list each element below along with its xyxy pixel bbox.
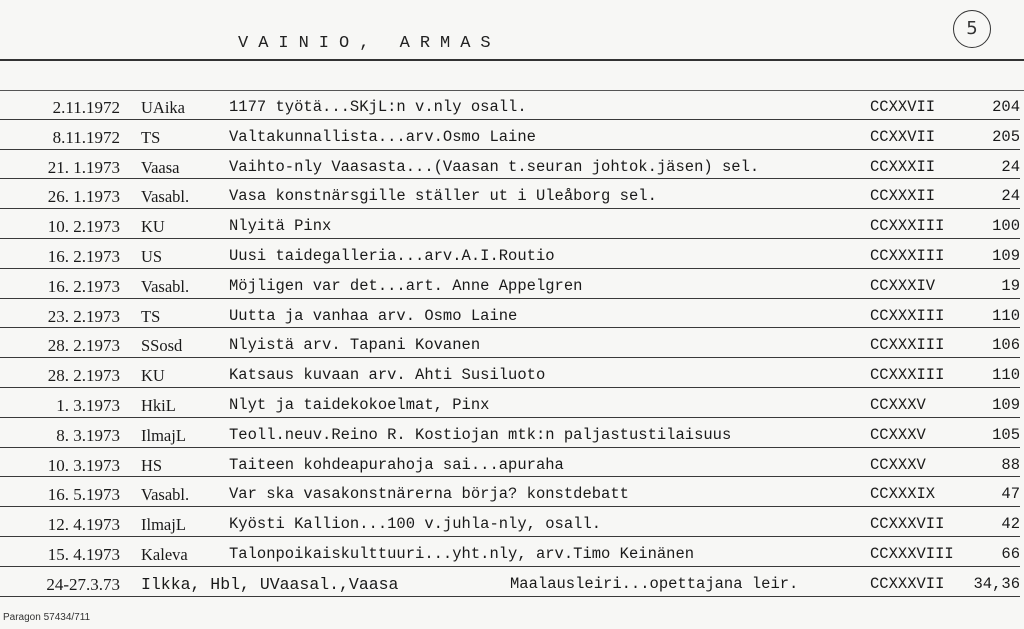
- entry-page: 105: [992, 425, 1020, 444]
- row-underline: [0, 178, 1020, 179]
- entry-volume: CCXXXIII: [870, 246, 945, 265]
- entry-page: 110: [992, 366, 1020, 385]
- entry-list: [0, 94, 1024, 601]
- entry-source: Vasabl.: [141, 485, 190, 505]
- entry-row: [0, 332, 1024, 362]
- entry-row: [0, 124, 1024, 154]
- row-underline: [0, 596, 1020, 597]
- entry-row: [0, 273, 1024, 303]
- entry-volume: CCXXXII: [870, 187, 936, 206]
- row-underline: [0, 566, 1020, 567]
- entry-description: Vaihto-nly Vaasasta...(Vaasan t.seuran johtok.jäsen) sel.: [229, 157, 760, 176]
- entry-source: TS: [141, 127, 161, 147]
- entry-page: 24: [1001, 157, 1020, 176]
- entry-volume: CCXXXIII: [870, 336, 945, 355]
- entry-description: Valtakunnallista...arv.Osmo Laine: [229, 127, 536, 146]
- entry-date: 21. 1.1973: [47, 157, 120, 177]
- row-underline: [0, 208, 1020, 209]
- row-underline: [0, 327, 1020, 328]
- entry-volume: CCXXXVIII: [870, 544, 954, 563]
- entry-description: Uusi taidegalleria...arv.A.I.Routio: [229, 246, 555, 265]
- row-underline: [0, 476, 1020, 477]
- entry-volume: CCXXXII: [870, 157, 936, 176]
- row-underline: [0, 417, 1020, 418]
- entry-volume: CCXXXIV: [870, 276, 936, 295]
- entry-description: Katsaus kuvaan arv. Ahti Susiluoto: [229, 366, 546, 385]
- row-underline: [0, 357, 1020, 358]
- entry-source: Kaleva: [141, 544, 188, 564]
- entry-volume: CCXXXIX: [870, 485, 936, 504]
- entry-description: Uutta ja vanhaa arv. Osmo Laine: [229, 306, 518, 325]
- entry-row: [0, 362, 1024, 392]
- entry-date: 16. 2.1973: [47, 276, 120, 296]
- entry-description: Nlyistä arv. Tapani Kovanen: [229, 336, 481, 355]
- entry-source: Vasabl.: [141, 276, 190, 296]
- entry-source: HS: [141, 455, 163, 475]
- entry-source: TS: [141, 306, 161, 326]
- entry-page: 109: [992, 246, 1020, 265]
- entry-date: 8.11.1972: [52, 127, 120, 147]
- entry-row: [0, 303, 1024, 333]
- entry-volume: CCXXVII: [870, 127, 936, 146]
- entry-page: 109: [992, 395, 1020, 414]
- entry-description: Kyösti Kallion...100 v.juhla-nly, osall.: [229, 515, 602, 534]
- entry-page: 19: [1001, 276, 1020, 295]
- entry-page: 34,36: [973, 574, 1020, 593]
- entry-date: 12. 4.1973: [47, 515, 120, 535]
- entry-date: 10. 3.1973: [47, 455, 120, 475]
- entry-description: Talonpoikaiskulttuuri...yht.nly, arv.Timo Keinänen: [229, 544, 695, 563]
- row-underline: [0, 238, 1020, 239]
- entry-date: 16. 5.1973: [47, 485, 120, 505]
- entry-row: [0, 541, 1024, 571]
- entry-source: HkiL: [141, 395, 176, 415]
- entry-date: 28. 2.1973: [47, 336, 120, 356]
- entry-source: Vasabl.: [141, 187, 190, 207]
- entry-volume: CCXXXVII: [870, 515, 945, 534]
- entry-source: Vaasa: [141, 157, 180, 177]
- entry-volume: CCXXXV: [870, 395, 926, 414]
- entry-row: [0, 213, 1024, 243]
- entry-description: Nlyitä Pinx: [229, 217, 332, 236]
- entry-volume: CCXXVII: [870, 98, 936, 116]
- entry-row: [0, 452, 1024, 482]
- entry-row: [0, 243, 1024, 273]
- entry-source: UAika: [141, 98, 185, 117]
- entry-volume: CCXXXIII: [870, 366, 945, 385]
- entry-volume: CCXXXIII: [870, 217, 945, 236]
- entry-volume: CCXXXIII: [870, 306, 945, 325]
- entry-row: [0, 422, 1024, 452]
- entry-description: Maalausleiri...opettajana leir.: [510, 574, 799, 593]
- entry-page: 66: [1001, 544, 1020, 563]
- entry-page: 47: [1001, 485, 1020, 504]
- entry-source: IlmajL: [141, 515, 186, 535]
- header-rule-secondary: [0, 90, 1024, 91]
- entry-volume: CCXXXVII: [870, 574, 945, 593]
- entry-description: Nlyt ja taidekokoelmat, Pinx: [229, 395, 490, 414]
- card-imprint: Paragon 57434/711: [3, 612, 91, 623]
- entry-row: [0, 481, 1024, 511]
- entry-page: 110: [992, 306, 1020, 325]
- entry-date: 2.11.1972: [52, 98, 120, 117]
- entry-date: 26. 1.1973: [47, 187, 120, 207]
- entry-page: 100: [992, 217, 1020, 236]
- entry-date: 23. 2.1973: [47, 306, 120, 326]
- entry-volume: CCXXXV: [870, 455, 926, 474]
- entry-description: Vasa konstnärsgille ställer ut i Uleåborg sel.: [229, 187, 657, 206]
- header-rule: [0, 59, 1024, 61]
- entry-date: 1. 3.1973: [56, 395, 120, 415]
- card-title: VAINIO, ARMAS: [238, 34, 501, 53]
- entry-row: [0, 183, 1024, 213]
- row-underline: [0, 387, 1020, 388]
- entry-row: [0, 511, 1024, 541]
- entry-page: 205: [992, 127, 1020, 146]
- entry-description: 1177 työtä...SKjL:n v.nly osall.: [229, 98, 527, 116]
- entry-source: KU: [141, 217, 165, 237]
- row-underline: [0, 268, 1020, 269]
- entry-source: KU: [141, 366, 165, 386]
- entry-date: 28. 2.1973: [47, 366, 120, 386]
- entry-page: 24: [1001, 187, 1020, 206]
- entry-row: [0, 154, 1024, 184]
- entry-page: 42: [1001, 515, 1020, 534]
- entry-description: Möjligen var det...art. Anne Appelgren: [229, 276, 583, 295]
- entry-source: Ilkka, Hbl, UVaasal.,Vaasa: [141, 574, 399, 594]
- entry-row: [0, 392, 1024, 422]
- entry-volume: CCXXXV: [870, 425, 926, 444]
- row-underline: [0, 447, 1020, 448]
- entry-source: IlmajL: [141, 425, 186, 445]
- entry-source: SSosd: [141, 336, 183, 356]
- entry-date: 8. 3.1973: [56, 425, 120, 445]
- entry-page: 106: [992, 336, 1020, 355]
- entry-description: Var ska vasakonstnärerna börja? konstdebatt: [229, 485, 629, 504]
- row-underline: [0, 298, 1020, 299]
- entry-date: 24-27.3.73: [46, 574, 120, 594]
- entry-date: 10. 2.1973: [47, 217, 120, 237]
- entry-page: 204: [992, 98, 1020, 116]
- card-number-circle: 5: [953, 10, 991, 48]
- entry-description: Taiteen kohdeapurahoja sai...apuraha: [229, 455, 564, 474]
- entry-row: [0, 94, 1024, 124]
- row-underline: [0, 506, 1020, 507]
- entry-date: 16. 2.1973: [47, 246, 120, 266]
- entry-source: US: [141, 246, 163, 266]
- entry-page: 88: [1001, 455, 1020, 474]
- entry-row: [0, 571, 1024, 601]
- entry-date: 15. 4.1973: [47, 544, 120, 564]
- row-underline: [0, 536, 1020, 537]
- row-underline: [0, 119, 1020, 120]
- entry-description: Teoll.neuv.Reino R. Kostiojan mtk:n paljastustilaisuus: [229, 425, 732, 444]
- row-underline: [0, 149, 1020, 150]
